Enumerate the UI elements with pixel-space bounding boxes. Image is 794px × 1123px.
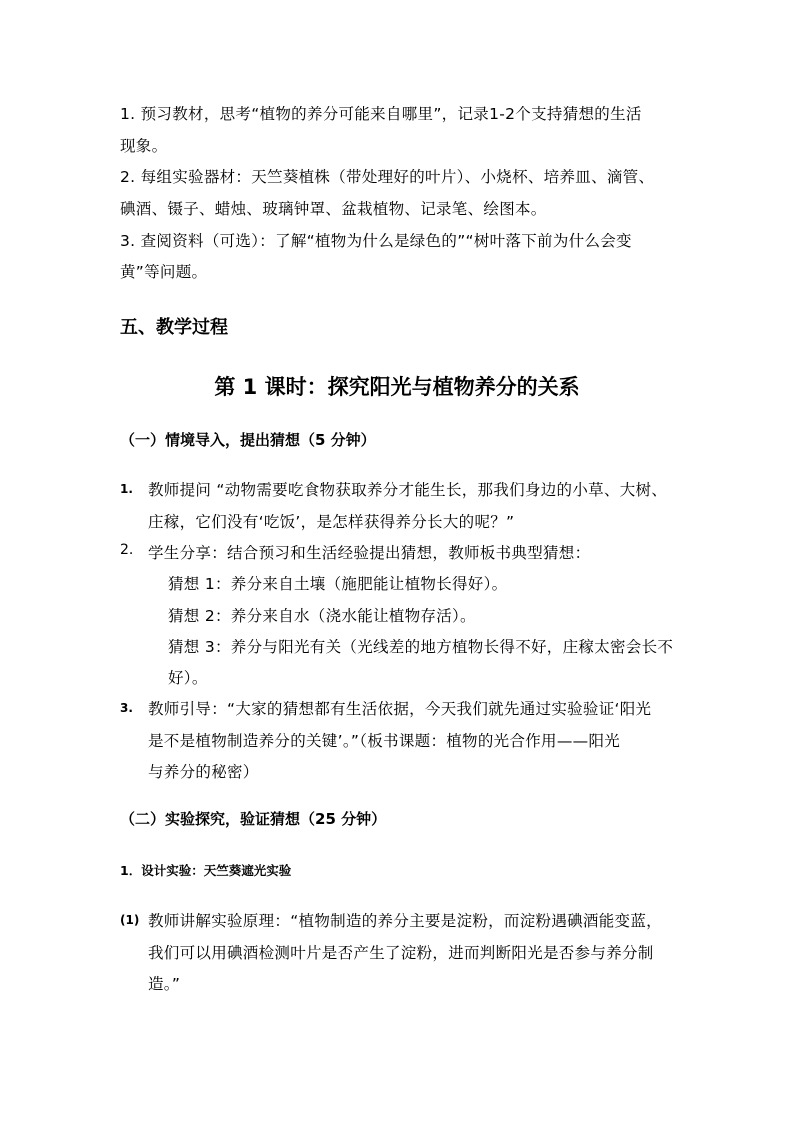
part1-title: （一）情境导入，提出猜想（5 分钟） — [120, 431, 376, 449]
guess-1: 猜想 1：养分来自土壤（施肥能让植物长得好）。 — [168, 575, 508, 593]
list-number: 3. — [120, 701, 133, 715]
prep-item-2-cont: 碘酒、镊子、蜡烛、玻璃钟罩、盆栽植物、记录笔、绘图本。 — [120, 200, 547, 218]
guess-3: 猜想 3：养分与阳光有关（光线差的地方植物长得不好，庄稼太密会长不 — [168, 638, 674, 656]
prep-item-2: 2. 每组实验器材：天竺葵植株（带处理好的叶片）、小烧杯、培养皿、滴管、 — [120, 168, 655, 186]
part2-p1-line3: 造。” — [148, 975, 181, 993]
part2-p1-line2: 我们可以用碘酒检测叶片是否产生了淀粉，进而判断阳光是否参与养分制 — [148, 944, 654, 962]
part1-item2-line1: 学生分享：结合预习和生活经验提出猜想，教师板书典型猜想： — [148, 544, 591, 562]
part1-item3-line1: 教师引导：“大家的猜想都有生活依据，今天我们就先通过实验验证‘阳光 — [148, 700, 652, 718]
prep-item-1: 1. 预习教材，思考“植物的养分可能来自哪里”，记录1-2个支持猜想的生活 — [120, 105, 642, 123]
lesson-title: 第 1 课时：探究阳光与植物养分的关系 — [214, 375, 580, 399]
prep-item-3-cont: 黄”等问题。 — [120, 263, 208, 281]
prep-item-1-cont: 现象。 — [120, 137, 168, 155]
part2-subheading: 1．设计实验：天竺葵遮光实验 — [120, 863, 292, 878]
guess-2: 猜想 2：养分来自水（浇水能让植物存活）。 — [168, 607, 476, 625]
guess-3-cont: 好）。 — [168, 669, 208, 687]
part1-item1-line1: 教师提问 “动物需要吃食物获取养分才能生长，那我们身边的小草、大树、 — [148, 481, 668, 499]
list-number: 1. — [120, 482, 133, 496]
part1-item3-line3: 与养分的秘密） — [148, 763, 259, 781]
prep-item-3: 3. 查阅资料（可选）：了解“植物为什么是绿色的”“树叶落下前为什么会变 — [120, 232, 632, 250]
list-number: (1) — [120, 913, 140, 927]
part2-p1-line1: 教师讲解实验原理：“植物制造的养分主要是淀粉，而淀粉遇碘酒能变蓝， — [148, 912, 662, 930]
part1-item3-line2: 是不是植物制造养分的关键’。”（板书课题：植物的光合作用——阳光 — [148, 732, 621, 750]
part2-title: （二）实验探究，验证猜想（25 分钟） — [120, 810, 387, 828]
section-title: 五、教学过程 — [120, 317, 228, 338]
list-number: 2. — [120, 542, 134, 558]
part1-item1-line2: 庄稼，它们没有‘吃饭’，是怎样获得养分长大的呢？” — [148, 513, 515, 531]
